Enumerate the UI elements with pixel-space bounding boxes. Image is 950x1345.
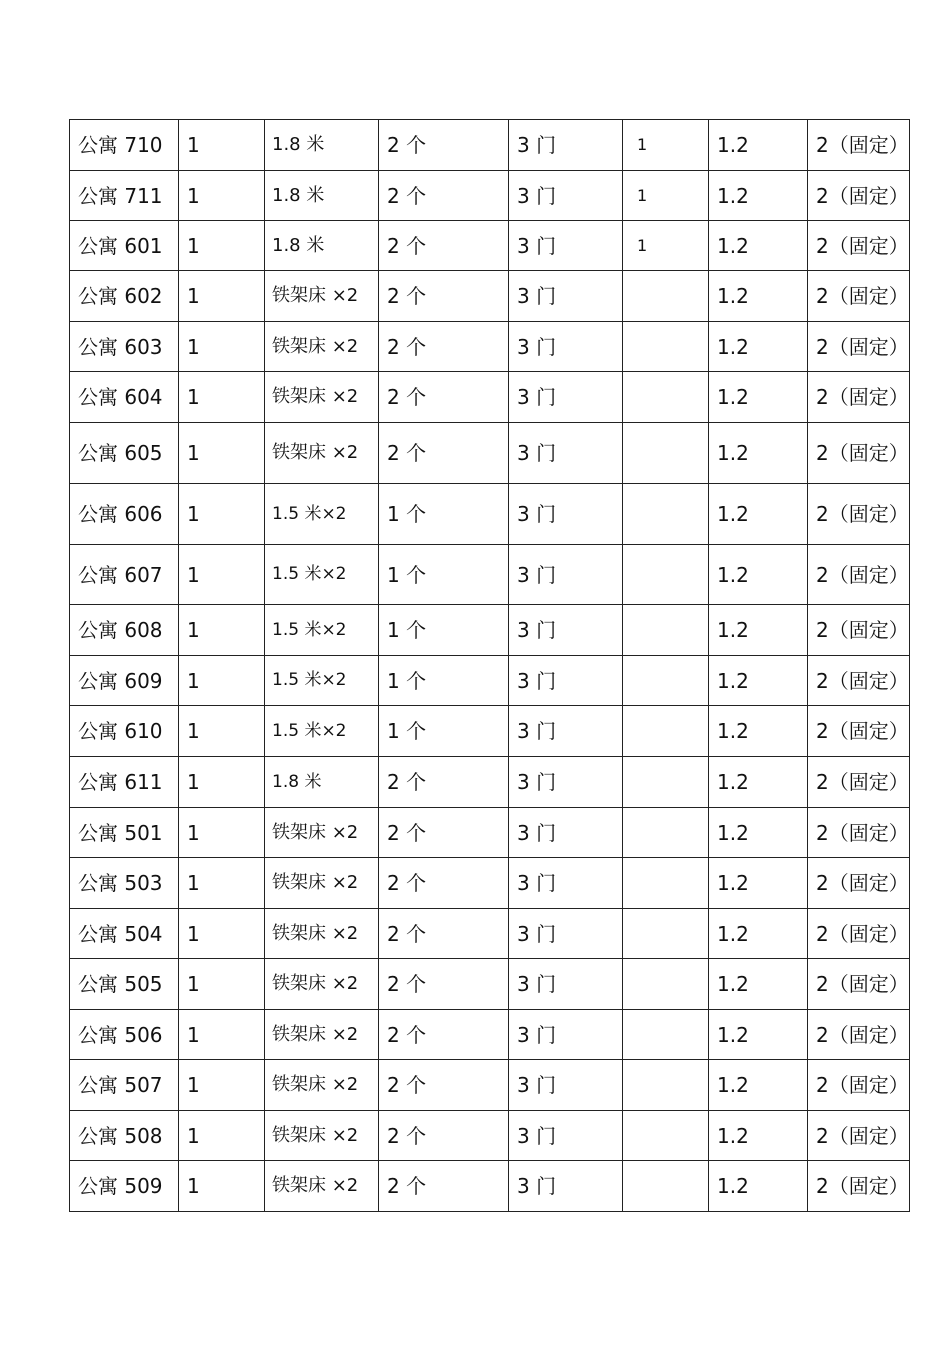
room-cell: 公寓 606 <box>70 484 179 545</box>
fixed-cell: 2（固定） <box>808 605 910 656</box>
count-cell: 1 <box>179 1010 265 1060</box>
bed-cell: 铁架床 ×2 <box>265 808 379 858</box>
doors-cell: 3 门 <box>509 959 623 1010</box>
fixed-cell: 2（固定） <box>808 656 910 706</box>
doors-cell: 3 门 <box>509 605 623 656</box>
bed-cell: 铁架床 ×2 <box>265 271 379 322</box>
size-cell: 1.2 <box>709 808 808 858</box>
size-cell: 1.2 <box>709 1111 808 1161</box>
bed-cell: 铁架床 ×2 <box>265 1010 379 1060</box>
table-row <box>70 757 910 808</box>
table-row <box>70 1060 910 1111</box>
table-row <box>70 656 910 706</box>
room-cell: 公寓 508 <box>70 1111 179 1161</box>
room-cell: 公寓 604 <box>70 372 179 423</box>
quantity-cell: 1 个 <box>379 605 509 656</box>
size-cell: 1.2 <box>709 322 808 372</box>
size-cell: 1.2 <box>709 545 808 605</box>
count-cell: 1 <box>179 484 265 545</box>
room-cell: 公寓 710 <box>70 120 179 171</box>
size-cell: 1.2 <box>709 171 808 221</box>
doors-cell: 3 门 <box>509 423 623 484</box>
apartment-table-body <box>70 120 910 1212</box>
size-cell: 1.2 <box>709 271 808 322</box>
count-cell: 1 <box>179 221 265 271</box>
doors-cell: 3 门 <box>509 545 623 605</box>
quantity-cell: 2 个 <box>379 808 509 858</box>
room-cell: 公寓 711 <box>70 171 179 221</box>
table-row <box>70 858 910 909</box>
extra-cell <box>623 605 709 656</box>
bed-cell: 铁架床 ×2 <box>265 1060 379 1111</box>
table-row <box>70 605 910 656</box>
quantity-cell: 2 个 <box>379 909 509 959</box>
fixed-cell: 2（固定） <box>808 858 910 909</box>
room-cell: 公寓 506 <box>70 1010 179 1060</box>
quantity-cell: 2 个 <box>379 120 509 171</box>
room-cell: 公寓 607 <box>70 545 179 605</box>
size-cell: 1.2 <box>709 372 808 423</box>
extra-cell <box>623 959 709 1010</box>
bed-cell: 1.5 米×2 <box>265 656 379 706</box>
count-cell: 1 <box>179 656 265 706</box>
table-row <box>70 1161 910 1212</box>
fixed-cell: 2（固定） <box>808 808 910 858</box>
doors-cell: 3 门 <box>509 1060 623 1111</box>
count-cell: 1 <box>179 545 265 605</box>
size-cell: 1.2 <box>709 706 808 757</box>
quantity-cell: 2 个 <box>379 221 509 271</box>
extra-cell <box>623 271 709 322</box>
bed-cell: 铁架床 ×2 <box>265 423 379 484</box>
table-row <box>70 706 910 757</box>
extra-cell <box>623 484 709 545</box>
quantity-cell: 2 个 <box>379 1161 509 1212</box>
quantity-cell: 2 个 <box>379 1010 509 1060</box>
count-cell: 1 <box>179 120 265 171</box>
room-cell: 公寓 505 <box>70 959 179 1010</box>
count-cell: 1 <box>179 909 265 959</box>
room-cell: 公寓 605 <box>70 423 179 484</box>
quantity-cell: 2 个 <box>379 171 509 221</box>
bed-cell: 1.5 米×2 <box>265 605 379 656</box>
extra-cell <box>623 1111 709 1161</box>
extra-cell: 1 <box>623 171 709 221</box>
count-cell: 1 <box>179 1111 265 1161</box>
room-cell: 公寓 611 <box>70 757 179 808</box>
fixed-cell: 2（固定） <box>808 120 910 171</box>
extra-cell <box>623 909 709 959</box>
doors-cell: 3 门 <box>509 484 623 545</box>
bed-cell: 铁架床 ×2 <box>265 372 379 423</box>
doors-cell: 3 门 <box>509 706 623 757</box>
table-row <box>70 372 910 423</box>
table-row <box>70 171 910 221</box>
doors-cell: 3 门 <box>509 271 623 322</box>
table-row <box>70 959 910 1010</box>
fixed-cell: 2（固定） <box>808 1161 910 1212</box>
extra-cell <box>623 545 709 605</box>
bed-cell: 铁架床 ×2 <box>265 1111 379 1161</box>
size-cell: 1.2 <box>709 1060 808 1111</box>
size-cell: 1.2 <box>709 757 808 808</box>
bed-cell: 1.8 米 <box>265 757 379 808</box>
table-row <box>70 322 910 372</box>
quantity-cell: 2 个 <box>379 1060 509 1111</box>
table-row <box>70 221 910 271</box>
table-row <box>70 271 910 322</box>
extra-cell <box>623 706 709 757</box>
room-cell: 公寓 603 <box>70 322 179 372</box>
count-cell: 1 <box>179 423 265 484</box>
doors-cell: 3 门 <box>509 757 623 808</box>
fixed-cell: 2（固定） <box>808 1111 910 1161</box>
bed-cell: 铁架床 ×2 <box>265 959 379 1010</box>
quantity-cell: 1 个 <box>379 484 509 545</box>
doors-cell: 3 门 <box>509 322 623 372</box>
count-cell: 1 <box>179 1060 265 1111</box>
quantity-cell: 2 个 <box>379 271 509 322</box>
count-cell: 1 <box>179 605 265 656</box>
bed-cell: 1.8 米 <box>265 120 379 171</box>
count-cell: 1 <box>179 372 265 423</box>
count-cell: 1 <box>179 1161 265 1212</box>
bed-cell: 铁架床 ×2 <box>265 858 379 909</box>
quantity-cell: 1 个 <box>379 656 509 706</box>
room-cell: 公寓 609 <box>70 656 179 706</box>
quantity-cell: 2 个 <box>379 1111 509 1161</box>
table-row <box>70 484 910 545</box>
quantity-cell: 2 个 <box>379 959 509 1010</box>
table-row <box>70 1111 910 1161</box>
apartment-table <box>69 119 910 1212</box>
fixed-cell: 2（固定） <box>808 423 910 484</box>
extra-cell <box>623 757 709 808</box>
table-row <box>70 423 910 484</box>
fixed-cell: 2（固定） <box>808 221 910 271</box>
quantity-cell: 2 个 <box>379 858 509 909</box>
room-cell: 公寓 504 <box>70 909 179 959</box>
size-cell: 1.2 <box>709 1161 808 1212</box>
size-cell: 1.2 <box>709 909 808 959</box>
fixed-cell: 2（固定） <box>808 1060 910 1111</box>
doors-cell: 3 门 <box>509 656 623 706</box>
quantity-cell: 2 个 <box>379 423 509 484</box>
size-cell: 1.2 <box>709 605 808 656</box>
extra-cell <box>623 858 709 909</box>
doors-cell: 3 门 <box>509 171 623 221</box>
doors-cell: 3 门 <box>509 372 623 423</box>
room-cell: 公寓 503 <box>70 858 179 909</box>
fixed-cell: 2（固定） <box>808 959 910 1010</box>
fixed-cell: 2（固定） <box>808 1010 910 1060</box>
extra-cell: 1 <box>623 120 709 171</box>
fixed-cell: 2（固定） <box>808 545 910 605</box>
room-cell: 公寓 610 <box>70 706 179 757</box>
count-cell: 1 <box>179 271 265 322</box>
bed-cell: 铁架床 ×2 <box>265 322 379 372</box>
doors-cell: 3 门 <box>509 1161 623 1212</box>
room-cell: 公寓 608 <box>70 605 179 656</box>
size-cell: 1.2 <box>709 221 808 271</box>
size-cell: 1.2 <box>709 1010 808 1060</box>
fixed-cell: 2（固定） <box>808 706 910 757</box>
doors-cell: 3 门 <box>509 1111 623 1161</box>
room-cell: 公寓 601 <box>70 221 179 271</box>
bed-cell: 1.5 米×2 <box>265 545 379 605</box>
extra-cell <box>623 322 709 372</box>
quantity-cell: 2 个 <box>379 372 509 423</box>
size-cell: 1.2 <box>709 484 808 545</box>
doors-cell: 3 门 <box>509 1010 623 1060</box>
extra-cell <box>623 1060 709 1111</box>
count-cell: 1 <box>179 808 265 858</box>
table-row <box>70 545 910 605</box>
count-cell: 1 <box>179 322 265 372</box>
size-cell: 1.2 <box>709 656 808 706</box>
fixed-cell: 2（固定） <box>808 757 910 808</box>
extra-cell <box>623 1010 709 1060</box>
doors-cell: 3 门 <box>509 858 623 909</box>
size-cell: 1.2 <box>709 423 808 484</box>
bed-cell: 1.5 米×2 <box>265 484 379 545</box>
room-cell: 公寓 509 <box>70 1161 179 1212</box>
extra-cell: 1 <box>623 221 709 271</box>
fixed-cell: 2（固定） <box>808 171 910 221</box>
table-row <box>70 120 910 171</box>
quantity-cell: 1 个 <box>379 545 509 605</box>
bed-cell: 铁架床 ×2 <box>265 1161 379 1212</box>
doors-cell: 3 门 <box>509 909 623 959</box>
size-cell: 1.2 <box>709 120 808 171</box>
count-cell: 1 <box>179 706 265 757</box>
room-cell: 公寓 602 <box>70 271 179 322</box>
extra-cell <box>623 372 709 423</box>
count-cell: 1 <box>179 757 265 808</box>
fixed-cell: 2（固定） <box>808 909 910 959</box>
size-cell: 1.2 <box>709 858 808 909</box>
bed-cell: 1.5 米×2 <box>265 706 379 757</box>
extra-cell <box>623 808 709 858</box>
quantity-cell: 1 个 <box>379 706 509 757</box>
doors-cell: 3 门 <box>509 120 623 171</box>
extra-cell <box>623 656 709 706</box>
bed-cell: 1.8 米 <box>265 171 379 221</box>
quantity-cell: 2 个 <box>379 757 509 808</box>
fixed-cell: 2（固定） <box>808 271 910 322</box>
quantity-cell: 2 个 <box>379 322 509 372</box>
fixed-cell: 2（固定） <box>808 372 910 423</box>
fixed-cell: 2（固定） <box>808 322 910 372</box>
count-cell: 1 <box>179 171 265 221</box>
extra-cell <box>623 423 709 484</box>
doors-cell: 3 门 <box>509 221 623 271</box>
table-row <box>70 808 910 858</box>
count-cell: 1 <box>179 858 265 909</box>
bed-cell: 1.8 米 <box>265 221 379 271</box>
table-row <box>70 1010 910 1060</box>
fixed-cell: 2（固定） <box>808 484 910 545</box>
bed-cell: 铁架床 ×2 <box>265 909 379 959</box>
size-cell: 1.2 <box>709 959 808 1010</box>
doors-cell: 3 门 <box>509 808 623 858</box>
count-cell: 1 <box>179 959 265 1010</box>
room-cell: 公寓 501 <box>70 808 179 858</box>
table-row <box>70 909 910 959</box>
room-cell: 公寓 507 <box>70 1060 179 1111</box>
extra-cell <box>623 1161 709 1212</box>
